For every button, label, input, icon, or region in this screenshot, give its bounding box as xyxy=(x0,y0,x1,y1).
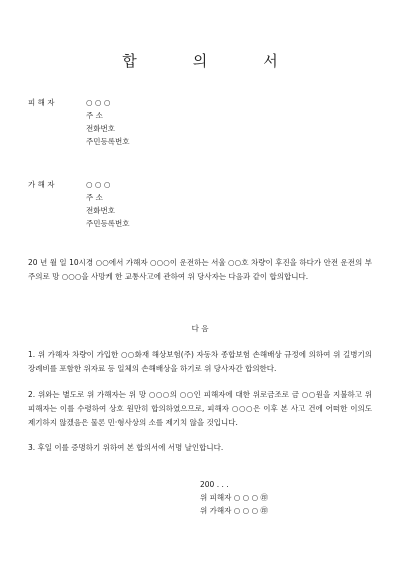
intro-paragraph: 20 년 월 일 10시경 ○○에서 가해자 ○○○이 운전하는 서울 ○○호 차량이 후진을 하다가 안전 운전의 부주의로 망 ○○○을 사망케 한 교통사고에 관하여 위 당사자는 다음과 같이 합의합니다. xyxy=(28,258,372,281)
clause-1: 1. 위 가해자 차량이 가입한 ○○화재 해상보험(주) 자동차 종합보험 손해배상 규정에 의하여 위 길병기의 장례비를 포함한 위자료 등 일체의 손해배상을 하기로 위 당사자간 합의한다. xyxy=(28,350,372,373)
victim-address-label: 주 소 xyxy=(86,111,103,120)
victim-phone-label: 전화번호 xyxy=(86,124,115,133)
date-line: 200 . . . xyxy=(200,480,229,489)
title-char: 서 xyxy=(263,52,278,70)
offender-name: ○ ○ ○ xyxy=(86,180,111,189)
victim-label: 피 해 자 xyxy=(28,98,55,107)
offender-phone-label: 전화번호 xyxy=(86,206,115,215)
offender-address-label: 주 소 xyxy=(86,193,103,202)
victim-name: ○ ○ ○ xyxy=(86,98,111,107)
victim-id-label: 주민등록번호 xyxy=(86,137,130,146)
offender-id-label: 주민등록번호 xyxy=(86,219,130,228)
sign-victim: 위 피해자 ○ ○ ○ ㊞ xyxy=(200,493,269,502)
document-title xyxy=(0,50,400,71)
section-heading: 다 음 xyxy=(191,324,209,333)
clause-3: 3. 후일 이를 증명하기 위하여 본 합의서에 서명 날인합니다. xyxy=(28,443,224,452)
clause-2: 2. 위와는 별도로 위 가해자는 위 망 ○○○의 ○○인 피해자에 대한 위로금조로 금 ○○원을 지불하고 위 피해자는 이를 수령하여 상호 원만히 합의하였으므로, 피해자 ○○○은 이후 본 사고 건에 어떠한 이의도 제기하지 않겠음은 물론 민·형사상의 소를 제기치 않을 것입니다. xyxy=(28,390,372,427)
title-char: 의 xyxy=(192,52,208,70)
signature-block xyxy=(200,478,268,517)
sign-offender: 위 가해자 ○ ○ ○ ㊞ xyxy=(200,506,269,515)
offender-label: 가 해 자 xyxy=(28,180,55,189)
title-char: 합 xyxy=(122,52,137,70)
